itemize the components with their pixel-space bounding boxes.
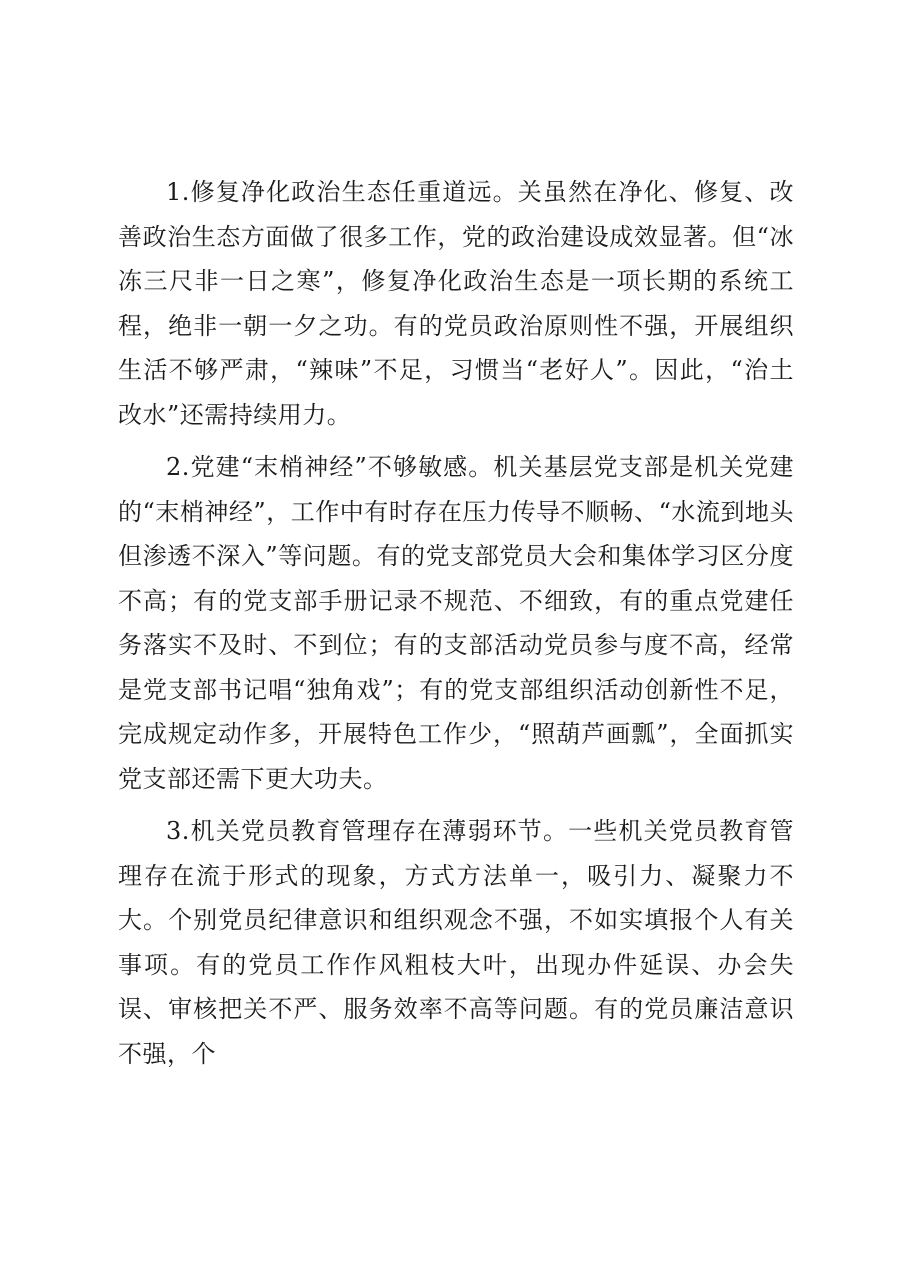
document-body — [118, 170, 794, 1076]
paragraph-2: 2.党建“末梢神经”不够敏感。机关基层党支部是机关党建的“末梢神经”，工作中有时存在压力传导不顺畅、“水流到地头但渗透不深入”等问题。有的党支部党员大会和集体学习区分度不高；有的党支部手册记录不规范、不细致，有的重点党建任务落实不及时、不到位；有的支部活动党员参与度不高，经常是党支部书记唱“独角戏”；有的党支部组织活动创新性不足，完成规定动作多，开展特色工作少，“照葫芦画瓢”，全面抓实党支部还需下更大功夫。 — [118, 453, 794, 793]
paragraph-1: 1.修复净化政治生态任重道远。关虽然在净化、修复、改善政治生态方面做了很多工作，党的政治建设成效显著。但“冰冻三尺非一日之寒”，修复净化政治生态是一项长期的系统工程，绝非一朝一夕之功。有的党员政治原则性不强，开展组织生活不够严肃，“辣味”不足，习惯当“老好人”。因此，“治土改水”还需持续用力。 — [118, 178, 794, 429]
paragraph-3: 3.机关党员教育管理存在薄弱环节。一些机关党员教育管理存在流于形式的现象，方式方法单一，吸引力、凝聚力不大。个别党员纪律意识和组织观念不强，不如实填报个人有关事项。有的党员工作作风粗枝大叶，出现办件延误、办会失误、审核把关不严、服务效率不高等问题。有的党员廉洁意识不强，个 — [118, 817, 794, 1068]
